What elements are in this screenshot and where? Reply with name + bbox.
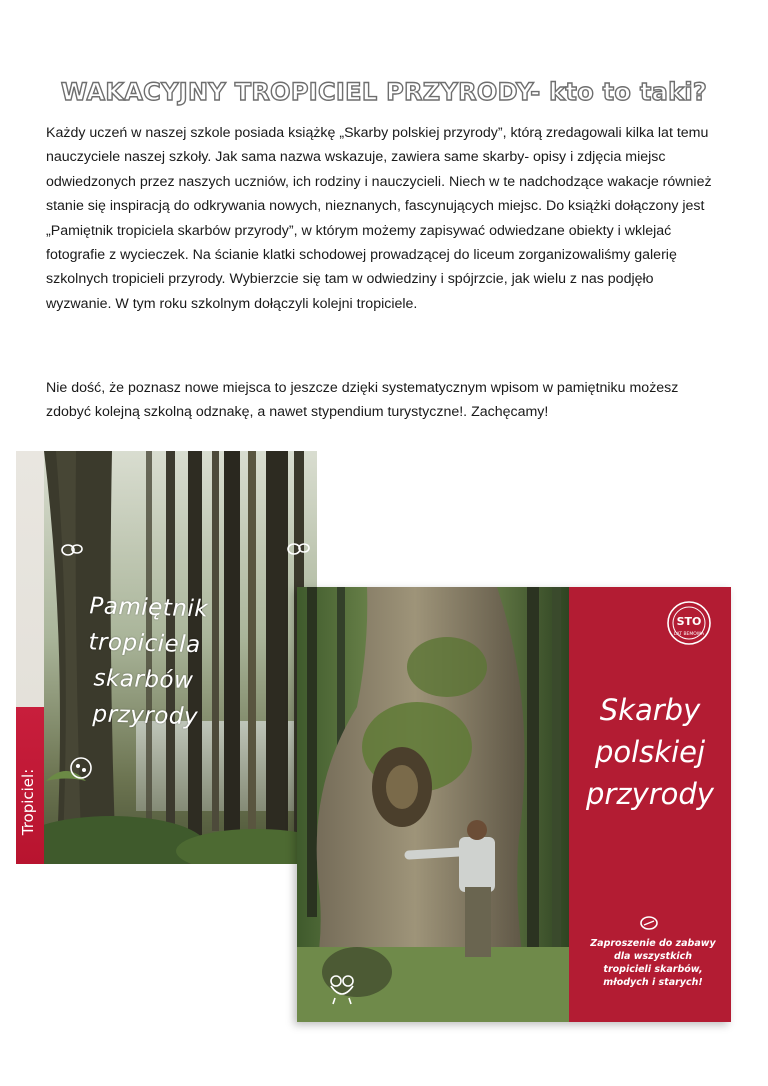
page-heading: WAKACYJNY TROPICIEL PRZYRODY- kto to taki? <box>60 78 708 106</box>
treasures-title-line-1: Skarby <box>599 693 701 727</box>
leaf-doodle-icon <box>286 539 312 559</box>
treasures-book-cover <box>297 587 731 1022</box>
diary-title-line-1: Pamiętnik tropiciela <box>88 593 209 659</box>
treasures-subtitle-line-3: tropicieli skarbów, <box>603 964 703 975</box>
frog-doodle-icon <box>325 972 359 1006</box>
stamp-text: STO <box>676 615 702 628</box>
leaf-doodle-icon <box>60 541 84 559</box>
treasures-title <box>569 689 731 815</box>
closing-paragraph <box>46 376 714 425</box>
treasures-title-line-2: polskiej <box>594 735 706 769</box>
diary-book-cover <box>16 451 317 864</box>
diary-spine-label: Tropiciel: <box>19 768 37 836</box>
treasures-title-line-3: przyrody <box>586 777 714 811</box>
treasures-subtitle-line-4: młodych i starych! <box>603 977 703 988</box>
treasures-subtitle-line-1: Zaproszenie do zabawy <box>590 938 716 949</box>
diary-title-line-2: skarbów przyrody <box>92 665 199 731</box>
red-cover-panel <box>569 587 731 1022</box>
oak-tree-photo <box>297 587 569 1022</box>
treasures-subtitle-line-2: dla wszystkich <box>613 951 693 962</box>
intro-paragraph <box>46 121 714 316</box>
anniversary-stamp-icon <box>665 599 713 647</box>
treasures-subtitle <box>583 937 723 989</box>
paragraph-2: Nie dość, że poznasz nowe miejsca to jeszcze dzięki systematycznym wpisom w pamiętniku możesz zdobyć kolejną szkolną odznakę, a nawet stypendium turystyczne!. Zachęcamy! <box>46 380 679 421</box>
paragraph-1: Każdy uczeń w naszej szkole posiada książkę „Skarby polskiej przyrody”, którą zredagowali kilka lat temu nauczyciele naszej szkoły. Jak sama nazwa wskazuje, zawiera same skarby- opisy i zdjęcia miejsc odwiedzonych przez naszych uczniów, ich rodziny i nauczycieli. Niech w te nadchodzące wakacje również stanie się inspiracją do odkrywania nowych, nieznanych, fascynujących miejsc. Do książki dołączony jest „Pamiętnik tropiciela skarbów przyrody”, w którym możemy zapisywać odwiedzane obiekty i wklejać fotografie z wycieczek. Na ścianie klatki schodowej prowadzącej do liceum zorganizowaliśmy galerię szkolnych tropicieli przyrody. Wybierzcie się tam w odwiedziny i spójrzcie, jak wielu z nas podjęło wyzwanie. W tym roku szkolnym dołączyli kolejni tropiciele. <box>46 125 712 312</box>
stamp-subtext: LAT BEMOWA <box>673 632 705 637</box>
seed-icon <box>639 915 659 931</box>
snail-doodle-icon <box>68 755 94 781</box>
diary-title <box>86 588 300 737</box>
